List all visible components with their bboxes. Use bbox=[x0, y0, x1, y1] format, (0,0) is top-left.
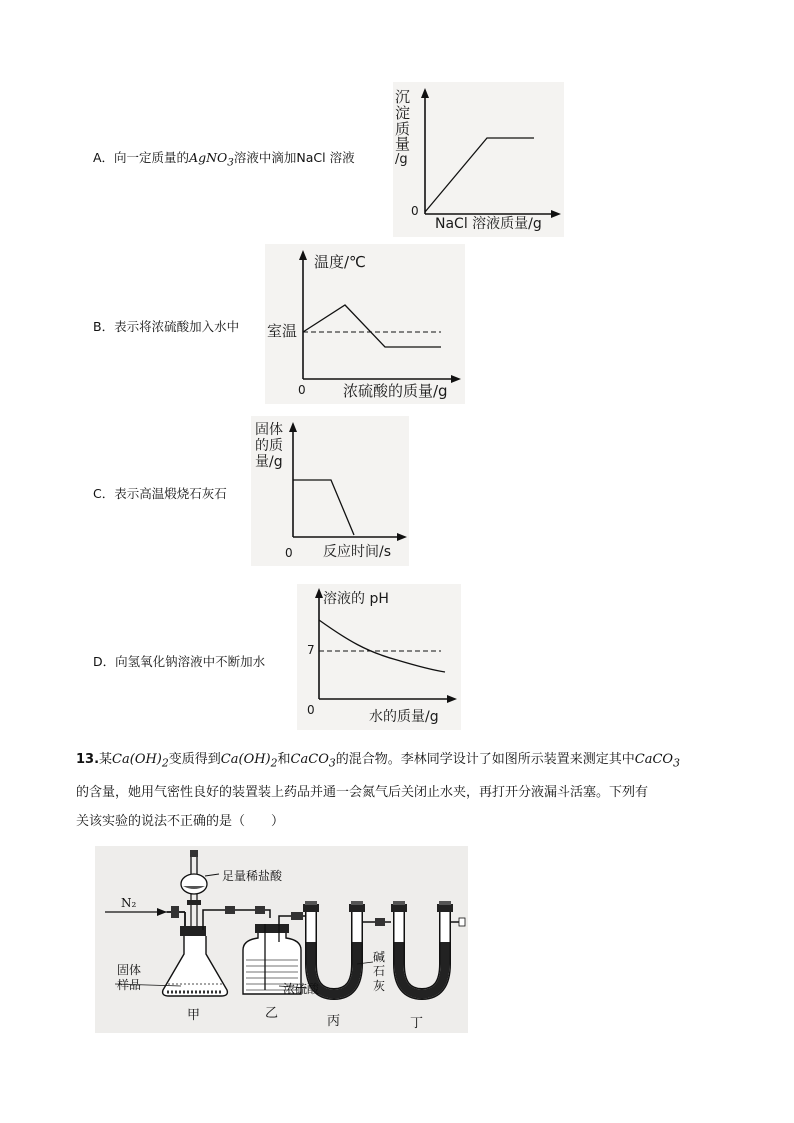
graph-c bbox=[251, 416, 409, 566]
graph-c-xlabel: 反应时间/s bbox=[323, 544, 392, 560]
graph-c-curve bbox=[293, 480, 354, 535]
apparatus-conc-acid-label: 浓硫酸 bbox=[283, 982, 320, 996]
question-13 bbox=[76, 745, 716, 836]
graph-d-ylabel: 溶液的 pH bbox=[323, 591, 389, 607]
graph-b-origin: 0 bbox=[298, 383, 306, 397]
apparatus-diagram bbox=[95, 846, 468, 1033]
graph-b bbox=[265, 244, 465, 404]
option-c-text: C．表示高温煅烧石灰石 bbox=[93, 486, 227, 501]
option-b-text: B．表示将浓硫酸加入水中 bbox=[93, 319, 240, 334]
question-13-line3: 关该实验的说法不正确的是（ ） bbox=[76, 813, 285, 829]
apparatus-label-ding: 丁 bbox=[410, 1016, 424, 1031]
graph-a-axes bbox=[393, 82, 564, 237]
graph-d-ref-label: 7 bbox=[307, 643, 315, 657]
graph-b-curve bbox=[303, 305, 441, 347]
question-13-line1: 13.某$Ca(OH)_2$变质得到$Ca(OH)_2$和CaCO$_3$的混合物。李林同学设计了如图所示装置来测定其中CaCO$_3$ bbox=[76, 752, 680, 770]
apparatus-acid-label: 足量稀盐酸 bbox=[222, 869, 283, 883]
option-a-text: A．向一定质量的AgNO$_3$溶液中滴加NaCl 溶液 bbox=[93, 150, 355, 169]
graph-d-xlabel: 水的质量/g bbox=[369, 709, 439, 725]
apparatus-label-yi: 乙 bbox=[265, 1006, 279, 1021]
graph-a-curve bbox=[425, 138, 534, 212]
apparatus-label-bing: 丙 bbox=[327, 1014, 341, 1029]
graph-a bbox=[393, 82, 564, 237]
apparatus-soda-lime-label: 碱 石 灰 bbox=[373, 950, 386, 993]
apparatus-label-jia: 甲 bbox=[187, 1008, 201, 1023]
graph-c-origin: 0 bbox=[285, 546, 293, 560]
graph-b-ref-label: 室温 bbox=[267, 322, 298, 340]
question-13-line2: 的含量，她用气密性良好的装置装上药品并通一会氮气后关闭止水夹，再打开分液漏斗活塞。下列有 bbox=[76, 784, 649, 800]
apparatus-sample-label: 固体 样品 bbox=[117, 963, 142, 992]
graph-a-ylabel: 沉 淀 质 量 /g bbox=[395, 88, 411, 167]
option-d-text: D．向氢氧化钠溶液中不断加水 bbox=[93, 654, 266, 669]
graph-b-ylabel: 温度/℃ bbox=[314, 253, 366, 271]
graph-d-curve bbox=[319, 620, 445, 672]
graph-b-xlabel: 浓硫酸的质量/g bbox=[343, 382, 448, 400]
graph-a-origin: 0 bbox=[411, 204, 419, 218]
graph-d bbox=[297, 584, 461, 730]
graph-a-xlabel: NaCl 溶液质量/g bbox=[435, 216, 542, 232]
graph-d-origin: 0 bbox=[307, 703, 315, 717]
graph-c-ylabel: 固体 的质 量/g bbox=[255, 422, 283, 471]
apparatus-n2-label: N₂ bbox=[121, 896, 137, 910]
